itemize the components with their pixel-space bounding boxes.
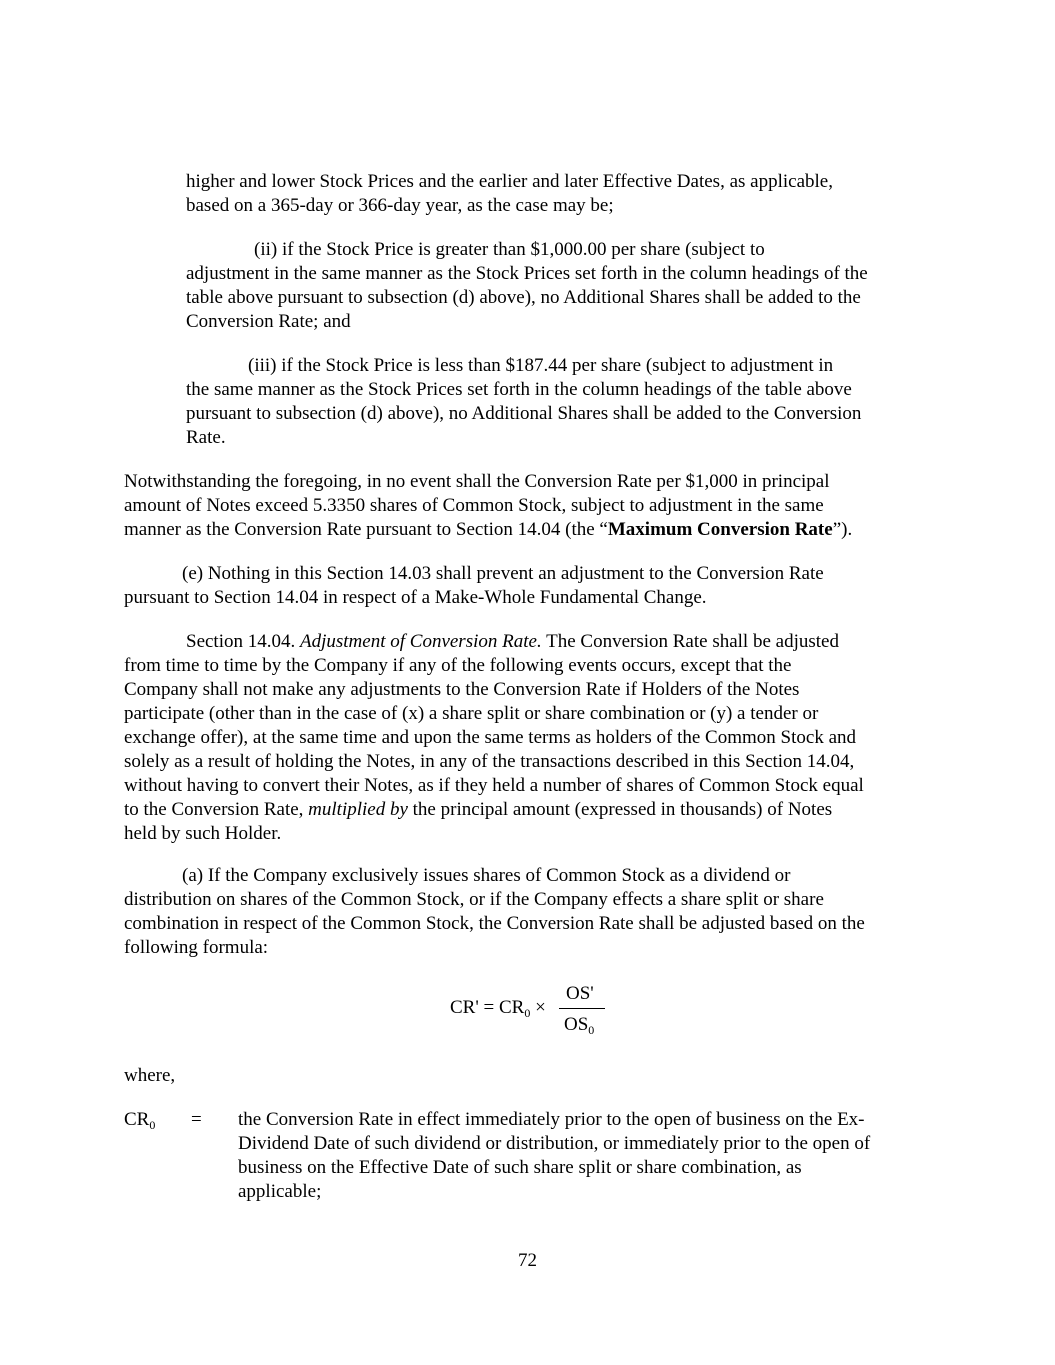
text-line: table above pursuant to subsection (d) above), no Additional Shares shall be added to the xyxy=(186,287,861,308)
text-line: (e) Nothing in this Section 14.03 shall prevent an adjustment to the Conversion Rate xyxy=(182,563,824,584)
text-line: business on the Effective Date of such share split or share combination, as xyxy=(238,1157,802,1178)
text-line: exchange offer), at the same time and upon the same terms as holders of the Common Stock and xyxy=(124,727,857,748)
clause-a xyxy=(124,864,934,960)
text-segment: to the Conversion Rate, xyxy=(124,799,309,820)
text-line: Rate. xyxy=(186,427,226,448)
text-line: amount of Notes exceed 5.3350 shares of Common Stock, subject to adjustment in the same xyxy=(124,495,824,516)
clause-e xyxy=(124,562,934,610)
text-line: combination in respect of the Common Stock, the Conversion Rate shall be adjusted based on the xyxy=(124,913,865,934)
text-segment: multiplied by xyxy=(308,799,408,820)
text-line: pursuant to Section 14.04 in respect of a Make-Whole Fundamental Change. xyxy=(124,587,707,608)
text-line xyxy=(124,798,934,822)
text-line: pursuant to subsection (d) above), no Additional Shares shall be added to the Conversion xyxy=(186,403,862,424)
text-line: (a) If the Company exclusively issues shares of Common Stock as a dividend or xyxy=(182,865,791,886)
text-line: held by such Holder. xyxy=(124,823,282,844)
text-line: Dividend Date of such dividend or distribution, or immediately prior to the open of xyxy=(238,1133,871,1154)
fraction-bar xyxy=(559,1008,605,1009)
text-line: distribution on shares of the Common Stock, or if the Company effects a share split or share xyxy=(124,889,824,910)
text-line: adjustment in the same manner as the Stock Prices set forth in the column headings of the xyxy=(186,263,868,284)
text-segment: The Conversion Rate shall be adjusted xyxy=(541,631,839,652)
formula-subscript: 0 xyxy=(524,1006,531,1020)
text-line: without having to convert their Notes, as if they held a number of shares of Common Stock equal xyxy=(124,775,864,796)
text-line: based on a 365-day or 366-day year, as the case may be; xyxy=(186,195,614,216)
times-symbol: × xyxy=(535,997,546,1018)
page-number: 72 xyxy=(518,1250,537,1271)
text-segment: manner as the Conversion Rate pursuant to Section 14.04 (the “ xyxy=(124,519,608,540)
text-segment: the principal amount (expressed in thousands) of Notes xyxy=(407,799,833,820)
formula-denominator xyxy=(564,1014,594,1036)
text-line: following formula: xyxy=(124,937,269,958)
text-segment: ”). xyxy=(832,519,853,540)
formula-numerator: OS' xyxy=(566,983,594,1004)
formula-text: OS xyxy=(564,1014,589,1035)
text-line xyxy=(124,630,934,654)
text-line: the same manner as the Stock Prices set forth in the column headings of the table above xyxy=(186,379,852,400)
text-line: applicable; xyxy=(238,1181,322,1202)
where-label: where, xyxy=(124,1065,176,1086)
defined-term: Maximum Conversion Rate xyxy=(607,519,833,540)
clause-iii xyxy=(186,354,931,450)
text-line: the Conversion Rate in effect immediately prior to the open of business on the Ex- xyxy=(238,1109,865,1130)
text-line xyxy=(124,518,934,542)
definition-equals: = xyxy=(191,1109,202,1130)
section-14-04 xyxy=(124,630,934,846)
formula-subscript: 0 xyxy=(588,1023,595,1037)
conversion-formula xyxy=(440,980,620,1040)
definition-text xyxy=(238,1108,930,1204)
text-line: Conversion Rate; and xyxy=(186,311,351,332)
formula-text: CR' = CR xyxy=(450,997,525,1018)
term-subscript: 0 xyxy=(149,1118,156,1132)
text-line: (ii) if the Stock Price is greater than $1,000.00 per share (subject to xyxy=(254,239,765,260)
text-line: solely as a result of holding the Notes, in any of the transactions described in this Section 14.04, xyxy=(124,751,855,772)
text-line: Company shall not make any adjustments to the Conversion Rate if Holders of the Notes xyxy=(124,679,800,700)
text-line: (iii) if the Stock Price is less than $187.44 per share (subject to adjustment in xyxy=(248,355,834,376)
text-line: from time to time by the Company if any of the following events occurs, except that the xyxy=(124,655,792,676)
formula-lhs xyxy=(450,997,546,1019)
clause-ii xyxy=(186,238,931,334)
section-title: Adjustment of Conversion Rate. xyxy=(300,631,542,652)
term-text: CR xyxy=(124,1109,150,1130)
text-line: Notwithstanding the foregoing, in no event shall the Conversion Rate per $1,000 in principal xyxy=(124,471,830,492)
section-number: Section 14.04. xyxy=(186,631,300,652)
notwithstanding-paragraph xyxy=(124,470,934,542)
continuation-paragraph xyxy=(186,170,931,218)
text-line: higher and lower Stock Prices and the earlier and later Effective Dates, as applicable, xyxy=(186,171,833,192)
text-line: participate (other than in the case of (x) a share split or share combination or (y) a tender or xyxy=(124,703,819,724)
definition-term xyxy=(124,1108,184,1132)
